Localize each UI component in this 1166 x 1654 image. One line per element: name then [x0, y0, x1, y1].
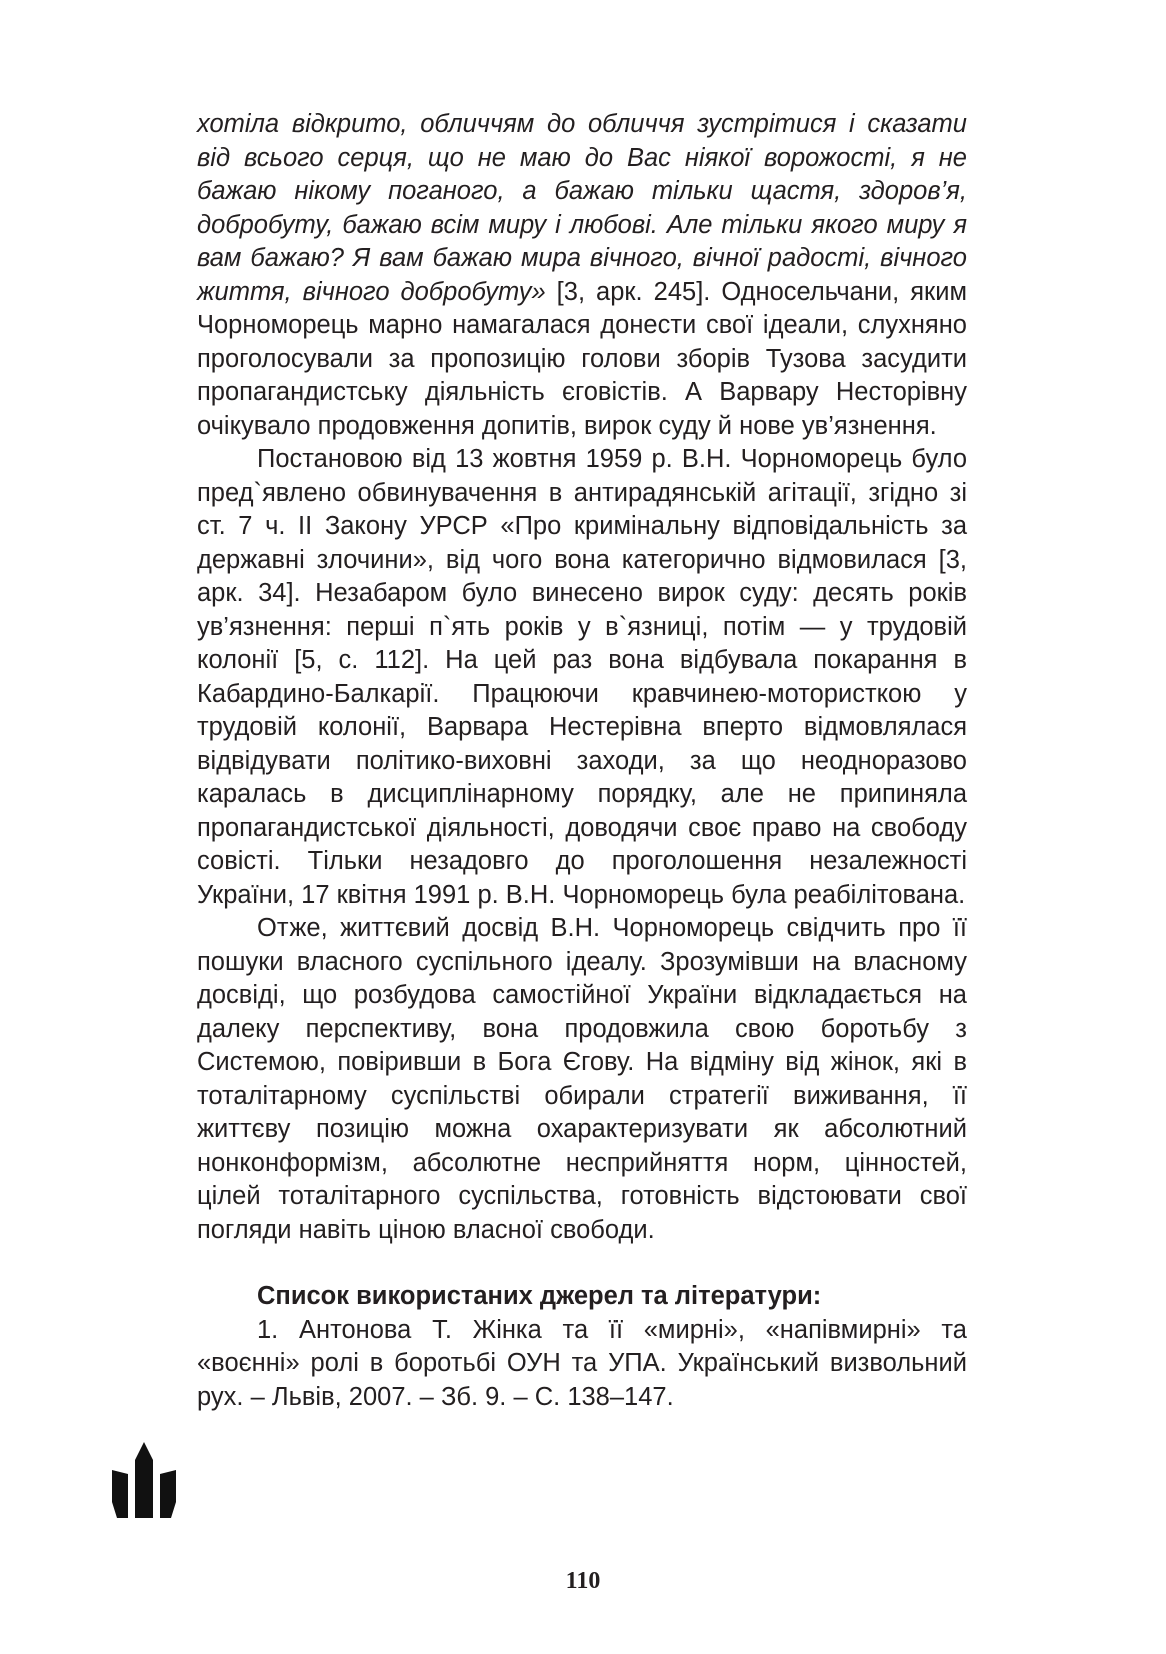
- reference-item-1: 1. Антонова Т. Жінка та її «мирні», «напівмирні» та «воєнні» ролі в боротьбі ОУН та УПА. Український визвольний рух. – Львів, 2007. – Зб. 9. – С. 138–147.: [197, 1315, 967, 1411]
- page-number: 110: [565, 1568, 601, 1594]
- quote-italic: хотіла відкрито, обличчям до обличчя зустрітися і сказати від всього серця, що не маю до Вас ніякої ворожості, я не бажаю нікому поганого, а бажаю тільки щастя, здоров’я, добробуту, бажаю всім миру і любові. Але тільки якого миру я вам бажаю? Я вам бажаю мира вічного, вічної радості, вічного життя, вічного добробуту»: [197, 110, 967, 306]
- emblem-logo-icon: [112, 1442, 176, 1518]
- paragraph-1-rest: [3, арк. 245]. Односельчани, яким Чорноморець марно намагалася донести свої ідеали, слухняно проголосували за пропозицію голови зборів Тузова засудити пропагандистську діяльність єговістів. А Варвару Несторівну очікувало продовження допитів, вирок суду й нове ув’язнення.: [197, 277, 967, 440]
- paragraph-1: [197, 108, 967, 443]
- references-heading: Список використаних джерел та літератури:: [257, 1282, 822, 1310]
- page-body: [197, 108, 967, 1414]
- paragraph-3: Отже, життєвий досвід В.Н. Чорноморець свідчить про її пошуки власного суспільного ідеалу. Зрозумівши на власному досвіді, що розбудова самостійної України відкладається на далеку перспективу, вона продовжила свою боротьбу з Системою, повіривши в Бога Єгову. На відміну від жінок, які в тоталітарному суспільстві обирали стратегії виживання, її життєву позицію можна охарактеризувати як абсолютний нонконформізм, абсолютне несприйняття норм, цінностей, цілей тоталітарного суспільства, готовність відстоювати свої погляди навіть ціною власної свободи.: [197, 914, 967, 1244]
- paragraph-2: Постановою від 13 жовтня 1959 р. В.Н. Чорноморець було пред`явлено обвинувачення в антирадянській агітації, згідно зі ст. 7 ч. ІІ Закону УРСР «Про кримінальну відповідальність за державні злочини», від чого вона категорично відмовилася [3, арк. 34]. Незабаром було винесено вирок суду: десять років ув’язнення: перші п`ять років у в`язниці, потім — у трудовій колонії [5, с. 112]. На цей раз вона відбувала покарання в Кабардино-Балкарії. Працюючи кравчинею-мотористкою у трудовій колонії, Варвара Нестерівна вперто відмовлялася відвідувати політико-виховні заходи, за що неодноразово каралась в дисциплінарному порядку, але не припиняла пропагандистської діяльності, доводячи своє право на свободу совісті. Тільки незадовго до проголошення незалежності України, 17 квітня 1991 р. В.Н. Чорноморець була реабілітована.: [197, 445, 967, 909]
